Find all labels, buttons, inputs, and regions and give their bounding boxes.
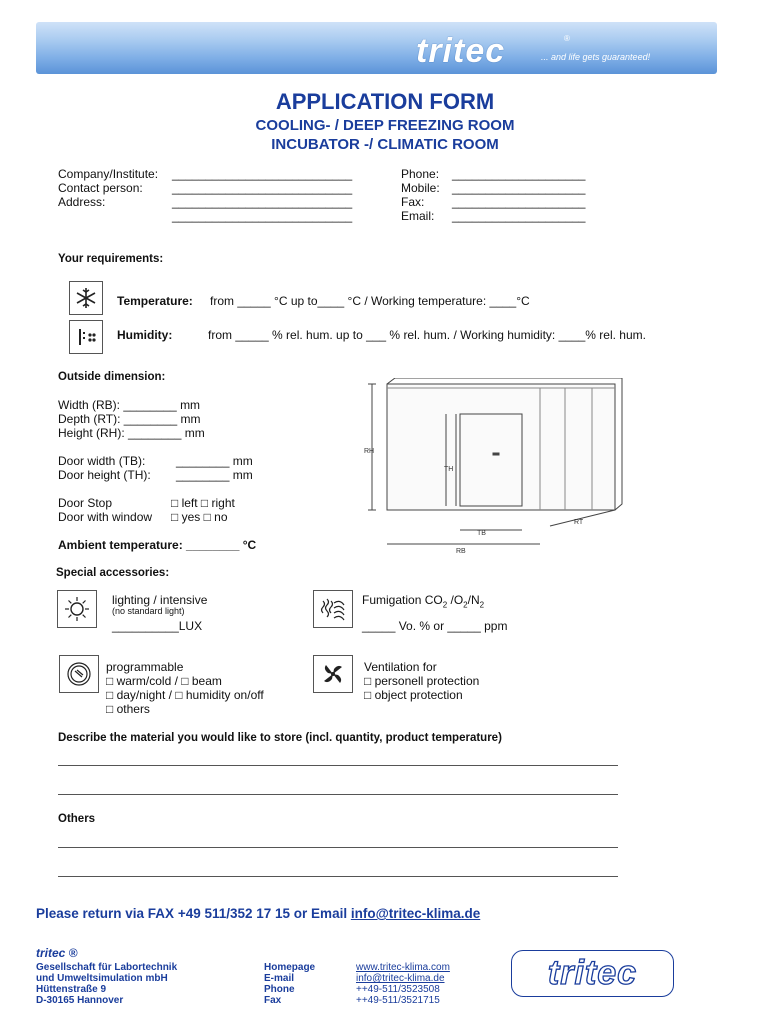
lighting-note: (no standard light) bbox=[112, 606, 185, 616]
programmable-options-2[interactable]: □ day/night / □ humidity on/off bbox=[106, 688, 264, 702]
humidity-fields[interactable]: from _____ % rel. hum. up to ___ % rel. hum. / Working humidity: ____% rel. hum. bbox=[208, 328, 646, 342]
temperature-label: Temperature: bbox=[117, 294, 193, 308]
return-email-link[interactable]: info@tritec-klima.de bbox=[350, 906, 481, 921]
door-stop-label: Door Stop bbox=[58, 496, 113, 510]
fumigation-n2-sub: 2 bbox=[479, 600, 485, 610]
humidity-icon bbox=[69, 320, 103, 354]
humidity-label: Humidity: bbox=[117, 328, 173, 342]
requirements-heading: Your requirements: bbox=[58, 253, 164, 265]
ambient-temperature-text: Ambient temperature: ________ °C bbox=[58, 538, 257, 552]
page-title: APPLICATION FORM bbox=[275, 89, 495, 114]
depth-field[interactable]: Depth (RT): ________ mm bbox=[58, 412, 201, 426]
ventilation-option-2[interactable]: □ object protection bbox=[364, 688, 463, 702]
others-line-2[interactable] bbox=[58, 876, 618, 877]
width-field[interactable]: Width (RB): ________ mm bbox=[58, 398, 201, 412]
logo-registered-mark: ® bbox=[564, 34, 570, 43]
footer-brand: tritec ® bbox=[36, 946, 78, 960]
fumigation-text: Fumigation CO bbox=[362, 593, 443, 607]
lux-field[interactable]: __________LUX bbox=[112, 619, 203, 633]
footer-street: Hüttenstraße 9 bbox=[36, 984, 107, 995]
footer-phone-label: Phone bbox=[264, 984, 295, 995]
email-label: Email: bbox=[401, 209, 435, 223]
fan-icon bbox=[313, 655, 353, 693]
footer-company-2: und Umweltsimulation mbH bbox=[36, 973, 168, 984]
dimension-heading: Outside dimension: bbox=[58, 371, 166, 383]
material-line-1[interactable] bbox=[58, 765, 618, 766]
footer-company-1: Gesellschaft für Labortechnik bbox=[36, 962, 178, 973]
phone-field[interactable]: ____________________ bbox=[452, 167, 586, 181]
lighting-label: lighting / intensive bbox=[112, 593, 208, 607]
fumigation-co2-sub: 2 bbox=[442, 600, 448, 610]
address-field-2[interactable]: ___________________________ bbox=[172, 209, 353, 223]
door-stop-options[interactable]: □ left □ right bbox=[171, 496, 235, 510]
others-line-1[interactable] bbox=[58, 847, 618, 848]
programmable-icon bbox=[59, 655, 99, 693]
lighting-icon bbox=[57, 590, 97, 628]
footer-logo bbox=[511, 950, 674, 997]
diagram-label-rb: RB bbox=[456, 548, 466, 555]
fumigation-icon bbox=[313, 590, 353, 628]
fax-label: Fax: bbox=[401, 195, 425, 209]
footer-phone-value: ++49-511/3523508 bbox=[356, 984, 440, 995]
address-field-1[interactable]: ___________________________ bbox=[172, 195, 353, 209]
footer-city: D-30165 Hannover bbox=[36, 995, 124, 1006]
fumigation-n2: /N bbox=[467, 593, 480, 607]
mobile-label: Mobile: bbox=[401, 181, 440, 195]
subtitle-2: INCUBATOR -/ CLIMATIC ROOM bbox=[271, 136, 499, 153]
material-heading: Describe the material you would like to store (incl. quantity, product temperature) bbox=[58, 732, 502, 744]
email-field[interactable]: ____________________ bbox=[452, 209, 586, 223]
snowflake-icon bbox=[69, 281, 103, 315]
company-field[interactable]: ___________________________ bbox=[172, 167, 353, 181]
return-text: Please return via FAX +49 511/352 17 15 or Email bbox=[36, 906, 351, 921]
fax-field[interactable]: ____________________ bbox=[452, 195, 586, 209]
footer-email-label: E-mail bbox=[264, 973, 295, 984]
programmable-options-1[interactable]: □ warm/cold / □ beam bbox=[106, 674, 222, 688]
diagram-label-tb: TB bbox=[477, 530, 486, 537]
programmable-options-3[interactable]: □ others bbox=[106, 702, 150, 716]
diagram-label-th: TH bbox=[444, 466, 454, 473]
footer-fax-value: ++49-511/3521715 bbox=[356, 995, 440, 1006]
fumigation-o2: /O bbox=[447, 593, 464, 607]
return-instruction bbox=[36, 906, 480, 921]
contact-field[interactable]: ___________________________ bbox=[172, 181, 353, 195]
ambient-temperature-field[interactable] bbox=[58, 538, 256, 552]
fumigation-o2-sub: 2 bbox=[463, 600, 468, 610]
fumigation-label bbox=[362, 593, 484, 612]
header-banner bbox=[36, 22, 717, 74]
mobile-field[interactable]: ____________________ bbox=[452, 181, 586, 195]
fumigation-values[interactable]: _____ Vo. % or _____ ppm bbox=[362, 619, 508, 633]
footer-logo-text: tritec bbox=[547, 954, 638, 992]
footer-homepage-link[interactable]: www.tritec-klima.com bbox=[356, 962, 450, 973]
phone-label: Phone: bbox=[401, 167, 440, 181]
material-line-2[interactable] bbox=[58, 794, 618, 795]
temperature-fields[interactable]: from _____ °C up to____ °C / Working temperature: ____°C bbox=[210, 294, 530, 308]
brand-logo: tritec bbox=[416, 32, 506, 70]
room-diagram bbox=[360, 378, 630, 558]
diagram-label-rt: RT bbox=[574, 519, 584, 526]
tagline: ... and life gets guaranteed! bbox=[541, 52, 651, 62]
company-label: Company/Institute: bbox=[58, 167, 159, 181]
footer-homepage-label: Homepage bbox=[264, 962, 316, 973]
contact-label: Contact person: bbox=[58, 181, 143, 195]
door-window-options[interactable]: □ yes □ no bbox=[171, 510, 228, 524]
footer-fax-label: Fax bbox=[264, 995, 282, 1006]
subtitle-1: COOLING- / DEEP FREEZING ROOM bbox=[255, 117, 515, 134]
ventilation-option-1[interactable]: □ personell protection bbox=[364, 674, 480, 688]
door-window-label: Door with window bbox=[58, 510, 153, 524]
height-field[interactable]: Height (RH): ________ mm bbox=[58, 426, 205, 440]
door-height-field[interactable]: ________ mm bbox=[176, 468, 253, 482]
programmable-label: programmable bbox=[106, 660, 184, 674]
ventilation-label: Ventilation for bbox=[364, 660, 437, 674]
footer-email-link[interactable]: info@tritec-klima.de bbox=[356, 973, 445, 984]
others-heading: Others bbox=[58, 813, 96, 825]
door-width-field[interactable]: ________ mm bbox=[176, 454, 253, 468]
door-height-label: Door height (TH): bbox=[58, 468, 151, 482]
diagram-label-rh: RH bbox=[364, 448, 375, 455]
address-label: Address: bbox=[58, 195, 106, 209]
door-width-label: Door width (TB): bbox=[58, 454, 146, 468]
accessories-heading: Special accessories: bbox=[56, 567, 170, 579]
